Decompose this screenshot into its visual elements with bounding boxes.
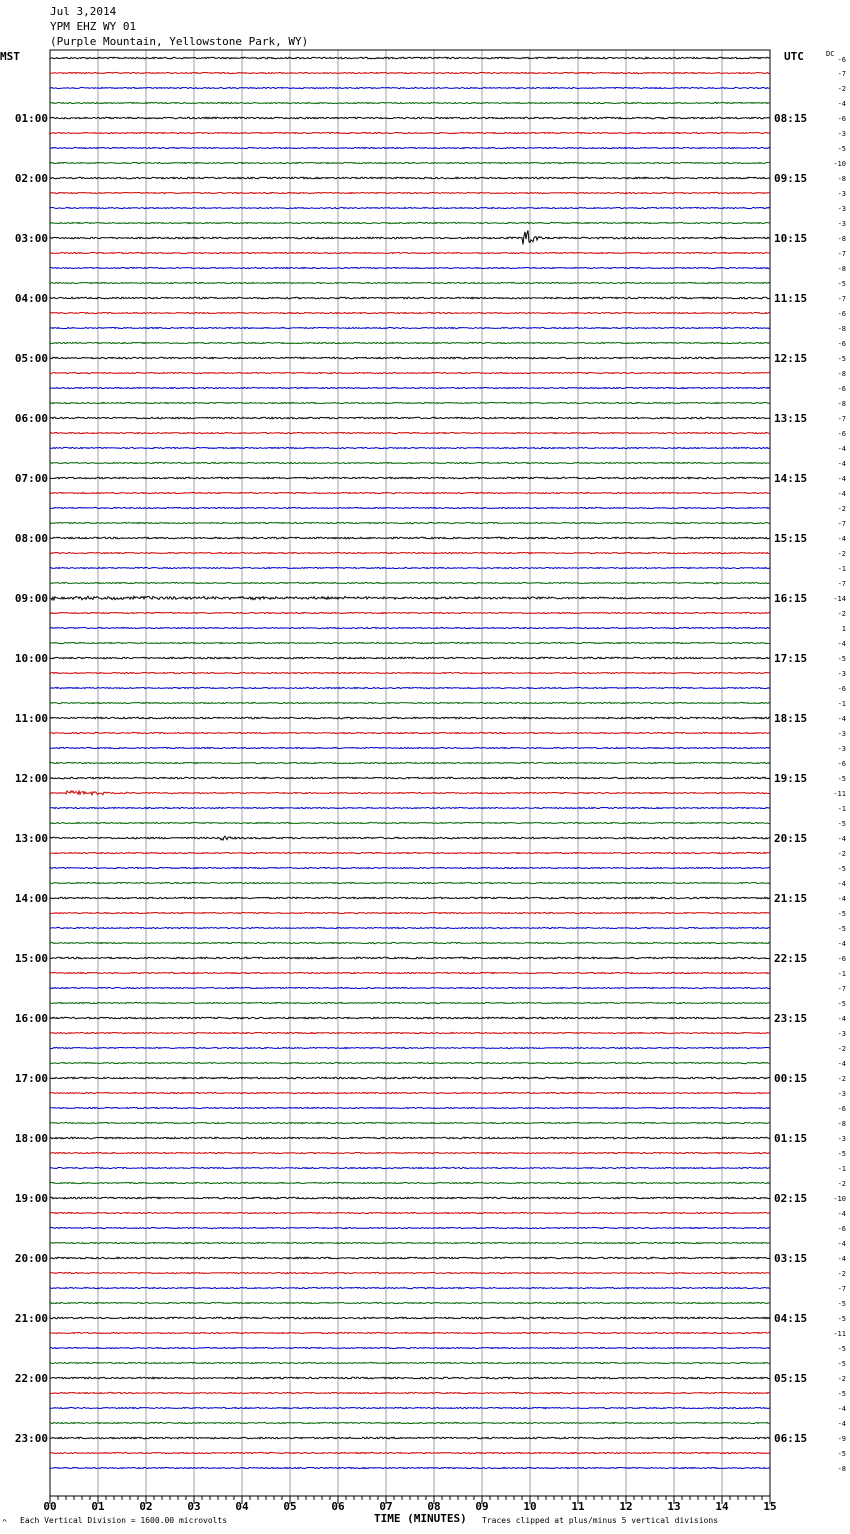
mst-hour-label: 13:00: [14, 832, 48, 845]
x-tick-label: 05: [283, 1500, 297, 1513]
trace-line: [50, 1332, 770, 1333]
mst-hour-label: 16:00: [14, 1012, 48, 1025]
mst-hour-label: 18:00: [14, 1132, 48, 1145]
dc-offset-label: -7: [837, 295, 846, 303]
dc-offset-label: -3: [837, 220, 846, 228]
dc-offset-label: -5: [837, 145, 846, 153]
x-tick-label: 12: [619, 1500, 633, 1513]
trace-line: [50, 1077, 770, 1079]
trace-line: [50, 477, 770, 479]
dc-offset-label: -4: [837, 895, 846, 903]
utc-hour-label: 04:15: [774, 1312, 808, 1325]
trace-line: [50, 1242, 770, 1243]
trace-line: [50, 1452, 770, 1453]
trace-line: [50, 282, 770, 283]
trace-line: [50, 1047, 770, 1048]
dc-offset-label: -6: [837, 955, 846, 963]
trace-line: [50, 132, 770, 133]
trace-line: [50, 807, 770, 808]
trace-line: [50, 357, 770, 359]
trace-line: [50, 1422, 770, 1423]
utc-hour-label: 11:15: [774, 292, 808, 305]
trace-line: [50, 162, 770, 163]
trace-line: [50, 1287, 770, 1288]
utc-hour-label: 05:15: [774, 1372, 808, 1385]
trace-line: [50, 402, 770, 403]
dc-offset-label: -7: [837, 520, 846, 528]
dc-offset-label: -5: [837, 865, 846, 873]
dc-offset-label: -10: [833, 1195, 846, 1203]
dc-offset-label: -8: [837, 400, 846, 408]
trace-line: [50, 537, 770, 539]
trace-line: [50, 1437, 770, 1439]
mst-hour-label: 14:00: [14, 892, 48, 905]
dc-offset-label: -4: [837, 835, 846, 843]
trace-line: [50, 1272, 770, 1273]
utc-hour-label: 20:15: [774, 832, 808, 845]
trace-line: [50, 1152, 770, 1153]
dc-offset-label: -6: [837, 1225, 846, 1233]
dc-offset-label: -8: [837, 370, 846, 378]
dc-offset-label: -4: [837, 460, 846, 468]
trace-line: [50, 942, 770, 943]
dc-offset-label: -14: [833, 595, 846, 603]
dc-offset-label: -2: [837, 1180, 846, 1188]
x-tick-label: 07: [379, 1500, 393, 1513]
trace-line: [50, 87, 770, 88]
dc-offset-label: -2: [837, 1045, 846, 1053]
x-tick-label: 03: [187, 1500, 201, 1513]
dc-offset-label: -4: [837, 940, 846, 948]
trace-line: [50, 612, 770, 613]
x-tick-label: 15: [763, 1500, 777, 1513]
dc-offset-label: -2: [837, 1075, 846, 1083]
dc-offset-label: -10: [833, 160, 846, 168]
utc-hour-label: 08:15: [774, 112, 808, 125]
mst-hour-label: 12:00: [14, 772, 48, 785]
dc-offset-label: -6: [837, 310, 846, 318]
trace-line: [50, 252, 770, 253]
dc-offset-label: -11: [833, 790, 846, 798]
dc-offset-label: -5: [837, 775, 846, 783]
utc-hour-label: 18:15: [774, 712, 808, 725]
trace-line: [50, 387, 770, 388]
x-tick-label: 00: [43, 1500, 57, 1513]
trace-line: [50, 192, 770, 193]
dc-offset-label: -4: [837, 1015, 846, 1023]
trace-line: [50, 867, 770, 868]
trace-line: [50, 432, 770, 433]
utc-hour-label: 19:15: [774, 772, 808, 785]
dc-offset-label: -5: [837, 925, 846, 933]
trace-line: [50, 627, 770, 628]
x-tick-label: 09: [475, 1500, 489, 1513]
trace-line: [50, 762, 770, 763]
dc-offset-label: -5: [837, 1300, 846, 1308]
dc-offset-label: -1: [837, 1165, 846, 1173]
trace-line: [50, 1257, 770, 1259]
x-tick-label: 14: [715, 1500, 729, 1513]
dc-offset-label: -4: [837, 1255, 846, 1263]
dc-offset-label: -6: [837, 340, 846, 348]
dc-offset-label: -2: [837, 1375, 846, 1383]
mst-hour-label: 07:00: [14, 472, 48, 485]
trace-line: [50, 777, 770, 779]
dc-offset-label: -5: [837, 655, 846, 663]
trace-line: [50, 72, 770, 73]
trace-line: [50, 267, 770, 268]
utc-hour-label: 03:15: [774, 1252, 808, 1265]
trace-line: [50, 987, 770, 988]
dc-offset-label: -4: [837, 535, 846, 543]
dc-offset-label: -3: [837, 1090, 846, 1098]
dc-offset-label: -5: [837, 1345, 846, 1353]
trace-line: [50, 117, 770, 119]
dc-offset-label: -4: [837, 1405, 846, 1413]
trace-line: [50, 702, 770, 703]
trace-line: [50, 492, 770, 493]
dc-offset-label: -2: [837, 85, 846, 93]
trace-line: [50, 1002, 770, 1003]
dc-offset-label: -5: [837, 1360, 846, 1368]
dc-offset-label: -3: [837, 205, 846, 213]
trace-line: [50, 732, 770, 733]
dc-offset-label: -8: [837, 1465, 846, 1473]
mst-hour-label: 08:00: [14, 532, 48, 545]
dc-offset-label: -5: [837, 1450, 846, 1458]
dc-offset-label: -7: [837, 250, 846, 258]
dc-offset-label: -6: [837, 1105, 846, 1113]
utc-hour-label: 10:15: [774, 232, 808, 245]
dc-offset-label: -3: [837, 1030, 846, 1038]
dc-offset-label: -5: [837, 820, 846, 828]
station-label: YPM EHZ WY 01: [50, 20, 137, 33]
dc-offset-label: -6: [837, 56, 846, 64]
trace-line: [50, 312, 770, 313]
dc-offset-label: -8: [837, 1120, 846, 1128]
dc-offset-label: -3: [837, 670, 846, 678]
dc-offset-label: -5: [837, 910, 846, 918]
dc-offset-label: -9: [837, 1435, 846, 1443]
trace-line: [50, 327, 770, 328]
trace-line: [50, 1302, 770, 1303]
utc-hour-label: 02:15: [774, 1192, 808, 1205]
utc-hour-label: 21:15: [774, 892, 808, 905]
dc-offset-label: -8: [837, 175, 846, 183]
clip-note: Traces clipped at plus/minus 5 vertical divisions: [482, 1516, 719, 1525]
x-tick-label: 13: [667, 1500, 681, 1513]
dc-offset-label: -1: [837, 565, 846, 573]
dc-offset-label: -11: [833, 1330, 846, 1338]
dc-offset-label: -4: [837, 445, 846, 453]
trace-line: [50, 1407, 770, 1408]
utc-hour-label: 12:15: [774, 352, 808, 365]
trace-line: [50, 1017, 770, 1019]
trace-line: [50, 1212, 770, 1213]
trace-line: [50, 177, 770, 179]
location-label: (Purple Mountain, Yellowstone Park, WY): [50, 35, 309, 48]
trace-line: [50, 1377, 770, 1379]
trace-line: [50, 791, 770, 795]
utc-hour-label: 17:15: [774, 652, 808, 665]
dc-offset-label: -4: [837, 1060, 846, 1068]
dc-offset-label: -5: [837, 1150, 846, 1158]
dc-offset-label: -8: [837, 235, 846, 243]
trace-line: [50, 1107, 770, 1108]
scale-note: Each Vertical Division = 1600.00 microvolts: [20, 1516, 228, 1525]
dc-offset-label: -7: [837, 580, 846, 588]
trace-line: [50, 297, 770, 299]
x-tick-label: 10: [523, 1500, 537, 1513]
trace-line: [50, 1122, 770, 1123]
trace-line: [50, 372, 770, 373]
utc-hour-label: 06:15: [774, 1432, 808, 1445]
right-axis-label: UTC: [784, 50, 804, 63]
x-axis-title: TIME (MINUTES): [374, 1512, 467, 1525]
utc-hour-label: 01:15: [774, 1132, 808, 1145]
dc-offset-label: -4: [837, 880, 846, 888]
trace-line: [50, 230, 770, 244]
dc-offset-label: -5: [837, 1000, 846, 1008]
dc-offset-label: -2: [837, 550, 846, 558]
trace-line: [50, 447, 770, 448]
trace-line: [50, 1317, 770, 1319]
plot-frame: [50, 50, 770, 1496]
dc-offset-label: -4: [837, 1420, 846, 1428]
trace-line: [50, 57, 770, 59]
trace-line: [50, 1197, 770, 1199]
dc-offset-label: -5: [837, 355, 846, 363]
mst-hour-label: 06:00: [14, 412, 48, 425]
dc-offset-label: -1: [837, 805, 846, 813]
x-tick-label: 11: [571, 1500, 585, 1513]
dc-offset-label: -6: [837, 385, 846, 393]
trace-line: [50, 836, 770, 840]
utc-hour-label: 13:15: [774, 412, 808, 425]
mst-hour-label: 10:00: [14, 652, 48, 665]
trace-line: [50, 957, 770, 959]
trace-line: [50, 1137, 770, 1139]
dc-offset-label: -3: [837, 130, 846, 138]
dc-offset-label: -5: [837, 280, 846, 288]
mst-hour-label: 05:00: [14, 352, 48, 365]
x-tick-label: 01: [91, 1500, 105, 1513]
trace-line: [50, 522, 770, 523]
dc-offset-label: -7: [837, 70, 846, 78]
dc-offset-label: -3: [837, 730, 846, 738]
trace-line: [50, 596, 770, 600]
mst-hour-label: 15:00: [14, 952, 48, 965]
trace-line: [50, 972, 770, 973]
trace-line: [50, 822, 770, 823]
trace-line: [50, 1467, 770, 1468]
trace-line: [50, 507, 770, 508]
dc-offset-label: -6: [837, 760, 846, 768]
trace-line: [50, 222, 770, 223]
utc-hour-label: 09:15: [774, 172, 808, 185]
utc-hour-label: 14:15: [774, 472, 808, 485]
dc-offset-label: -4: [837, 490, 846, 498]
dc-offset-label: -2: [837, 610, 846, 618]
mst-hour-label: 19:00: [14, 1192, 48, 1205]
dc-offset-label: -8: [837, 325, 846, 333]
utc-hour-label: 23:15: [774, 1012, 808, 1025]
mst-hour-label: 09:00: [14, 592, 48, 605]
dc-offset-label: -7: [837, 985, 846, 993]
date-label: Jul 3,2014: [50, 5, 117, 18]
dc-offset-label: -4: [837, 1210, 846, 1218]
trace-line: [50, 1092, 770, 1093]
mst-hour-label: 20:00: [14, 1252, 48, 1265]
mst-hour-label: 23:00: [14, 1432, 48, 1445]
trace-line: [50, 912, 770, 913]
dc-offset-label: -3: [837, 745, 846, 753]
mst-hour-label: 22:00: [14, 1372, 48, 1385]
dc-offset-label: -7: [837, 415, 846, 423]
trace-line: [50, 567, 770, 568]
trace-line: [50, 1167, 770, 1168]
trace-line: [50, 642, 770, 643]
mst-hour-label: 01:00: [14, 112, 48, 125]
mst-hour-label: 02:00: [14, 172, 48, 185]
x-tick-label: 06: [331, 1500, 345, 1513]
dc-offset-label: -4: [837, 1240, 846, 1248]
dc-offset-label: -4: [837, 640, 846, 648]
trace-line: [50, 342, 770, 343]
utc-hour-label: 15:15: [774, 532, 808, 545]
trace-line: [50, 462, 770, 463]
trace-line: [50, 1362, 770, 1363]
mst-hour-label: 21:00: [14, 1312, 48, 1325]
trace-line: [50, 657, 770, 659]
x-tick-label: 02: [139, 1500, 153, 1513]
utc-hour-label: 22:15: [774, 952, 808, 965]
mst-hour-label: 03:00: [14, 232, 48, 245]
dc-offset-label: -1: [837, 970, 846, 978]
trace-line: [50, 207, 770, 208]
trace-line: [50, 1227, 770, 1228]
trace-line: [50, 1182, 770, 1183]
dc-offset-label: -2: [837, 1270, 846, 1278]
trace-line: [50, 717, 770, 719]
dc-offset-label: -4: [837, 475, 846, 483]
trace-line: [50, 672, 770, 673]
dc-offset-label: -6: [837, 115, 846, 123]
dc-header-label: DC: [826, 50, 835, 58]
trace-line: [50, 1032, 770, 1033]
left-axis-label: MST: [0, 50, 20, 63]
dc-offset-label: -7: [837, 1285, 846, 1293]
trace-line: [50, 687, 770, 688]
dc-offset-label: -2: [837, 850, 846, 858]
dc-offset-label: -8: [837, 265, 846, 273]
dc-offset-label: -3: [837, 1135, 846, 1143]
trace-line: [50, 927, 770, 928]
trace-line: [50, 147, 770, 148]
dc-offset-label: -5: [837, 1315, 846, 1323]
mst-hour-label: 17:00: [14, 1072, 48, 1085]
trace-line: [50, 552, 770, 553]
utc-hour-label: 00:15: [774, 1072, 808, 1085]
dc-offset-label: -4: [837, 100, 846, 108]
trace-line: [50, 1062, 770, 1063]
dc-offset-label: 1: [841, 625, 846, 633]
dc-offset-label: -6: [837, 430, 846, 438]
marker-glyph: ^: [2, 1518, 7, 1527]
trace-line: [50, 417, 770, 419]
trace-line: [50, 897, 770, 899]
dc-offset-label: -6: [837, 685, 846, 693]
dc-offset-label: -3: [837, 190, 846, 198]
mst-hour-label: 11:00: [14, 712, 48, 725]
trace-line: [50, 747, 770, 748]
trace-line: [50, 1392, 770, 1393]
x-tick-label: 08: [427, 1500, 441, 1513]
trace-line: [50, 102, 770, 103]
dc-offset-label: -5: [837, 1390, 846, 1398]
x-tick-label: 04: [235, 1500, 249, 1513]
trace-line: [50, 1347, 770, 1348]
trace-line: [50, 582, 770, 583]
dc-offset-label: -2: [837, 505, 846, 513]
trace-line: [50, 852, 770, 853]
trace-line: [50, 882, 770, 883]
mst-hour-label: 04:00: [14, 292, 48, 305]
dc-offset-label: -1: [837, 700, 846, 708]
dc-offset-label: -4: [837, 715, 846, 723]
utc-hour-label: 16:15: [774, 592, 808, 605]
